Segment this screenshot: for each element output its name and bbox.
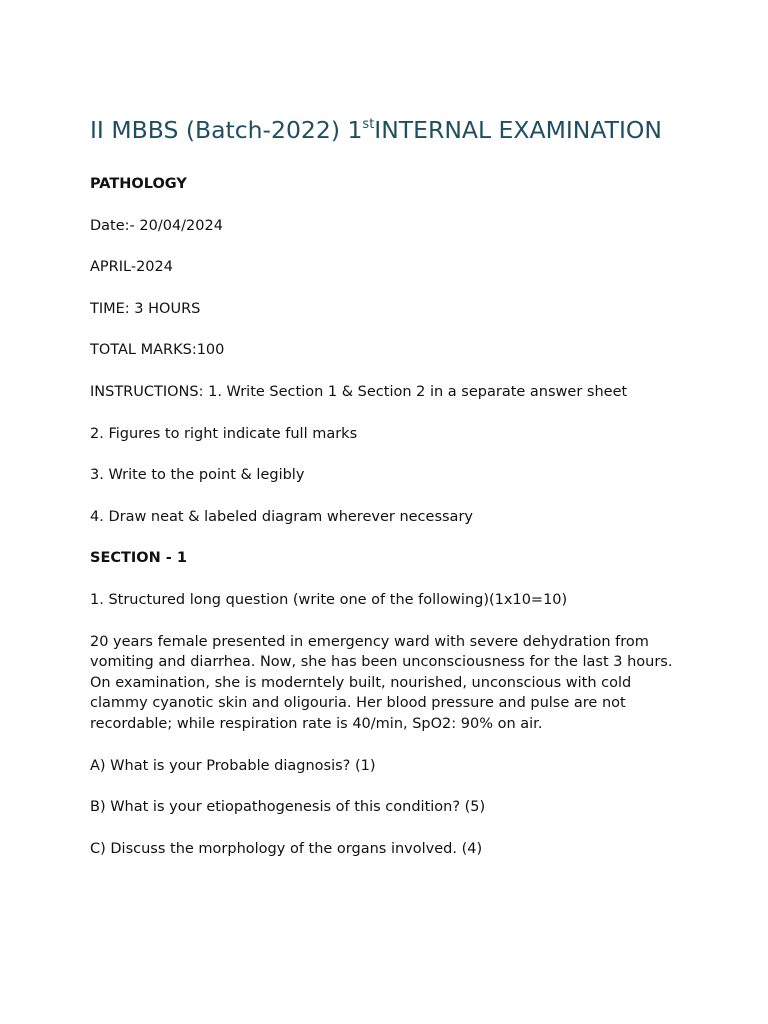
case-description: 20 years female presented in emergency ward with severe dehydration from vomiting and diarrhea. Now, she has been unconsciousness for the last 3 hours. On examination, she is moderntely built, nourished, unconscious with cold clammy cyanotic skin and oligouria. Her blood pressure and pulse are not recordable; while respiration rate is 40/min, SpO2: 90% on air. bbox=[90, 633, 673, 732]
exam-paper bbox=[90, 112, 690, 880]
exam-month: APRIL-2024 bbox=[90, 259, 173, 276]
exam-date: Date:- 20/04/2024 bbox=[90, 217, 223, 234]
question-part-b: B) What is your etiopathogenesis of this condition? (5) bbox=[90, 799, 486, 816]
instruction-3: 3. Write to the point & legibly bbox=[90, 467, 305, 484]
subject-heading: PATHOLOGY bbox=[90, 176, 187, 192]
question-part-c: C) Discuss the morphology of the organs involved. (4) bbox=[90, 840, 483, 857]
title-superscript: st bbox=[362, 117, 375, 132]
question-part-a: A) What is your Probable diagnosis? (1) bbox=[90, 757, 376, 774]
instruction-2: 2. Figures to right indicate full marks bbox=[90, 425, 358, 442]
question-prompt: 1. Structured long question (write one of the following)(1x10=10) bbox=[90, 591, 568, 608]
instruction-4: 4. Draw neat & labeled diagram wherever necessary bbox=[90, 508, 473, 525]
exam-time: TIME: 3 HOURS bbox=[90, 300, 201, 317]
instruction-1: INSTRUCTIONS: 1. Write Section 1 & Section 2 in a separate answer sheet bbox=[90, 383, 628, 400]
title-text-continued: INTERNAL EXAMINATION bbox=[374, 116, 662, 144]
section-heading: SECTION - 1 bbox=[90, 550, 187, 567]
exam-title bbox=[90, 112, 690, 153]
total-marks: TOTAL MARKS:100 bbox=[90, 342, 225, 359]
title-text: II MBBS (Batch-2022) 1 bbox=[90, 116, 363, 144]
